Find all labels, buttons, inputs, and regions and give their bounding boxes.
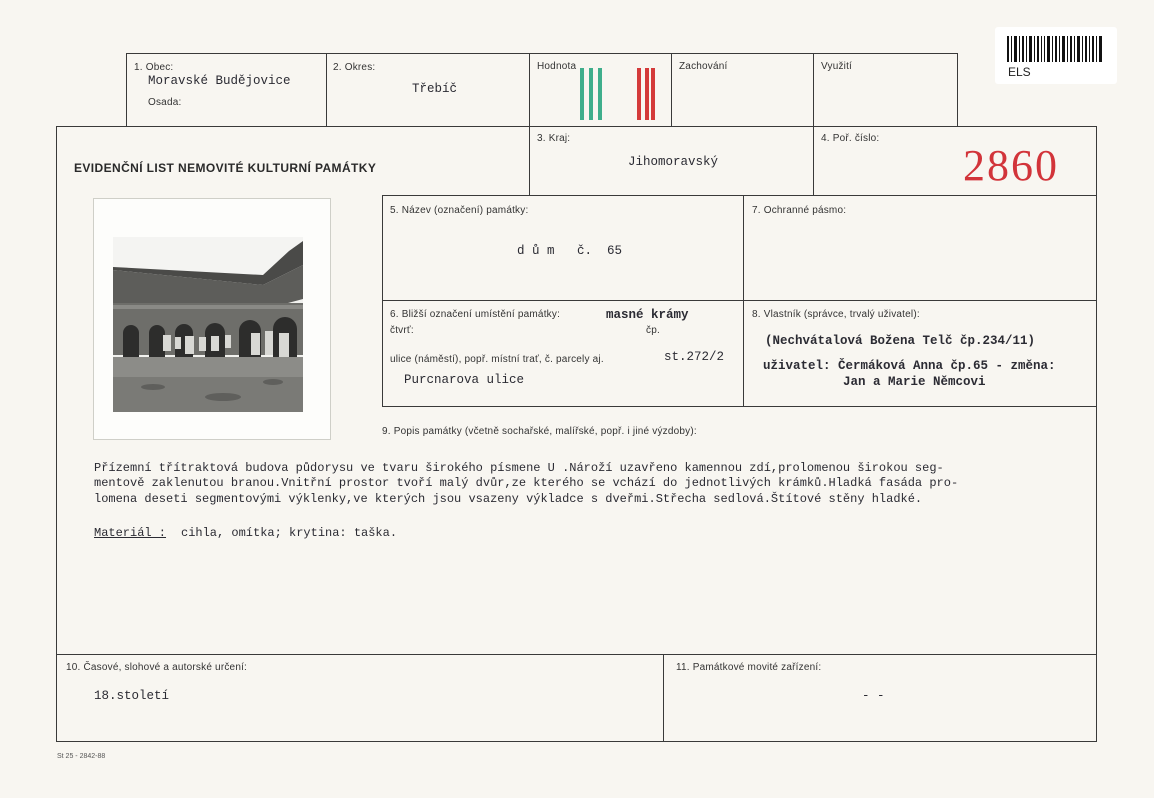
rule bbox=[743, 195, 744, 407]
popis-line: Přízemní třítraktová budova půdorysu ve tvaru širokého písmene U .Nároží uzavřeno kamennou zdí,prolomenou širokou seg- bbox=[94, 461, 944, 475]
okres-value: Třebíč bbox=[412, 82, 458, 96]
popis-line: lomena deseti segmentovými výklenky,ve kterých jsou vsazeny výkladce s dveřmi.Střecha sedlová.Štítové stěny hladké. bbox=[94, 492, 923, 506]
nazev-label: 5. Název (označení) památky: bbox=[390, 205, 529, 216]
rule bbox=[529, 195, 1097, 196]
barcode-sticker bbox=[995, 27, 1117, 84]
rule bbox=[382, 300, 1097, 301]
form-code: St 25 - 2842-88 bbox=[57, 753, 106, 760]
ochranne-label: 7. Ochranné pásmo: bbox=[752, 205, 847, 216]
rule bbox=[126, 53, 127, 126]
building-photo bbox=[113, 237, 303, 412]
poradi-label: 4. Poř. číslo: bbox=[821, 133, 880, 144]
rule bbox=[957, 53, 958, 126]
hodnota-red-mark bbox=[651, 68, 655, 120]
rule bbox=[56, 741, 1097, 742]
obec-value: Moravské Budějovice bbox=[148, 74, 291, 88]
hodnota-red-mark bbox=[645, 68, 649, 120]
poradi-number: 2860 bbox=[963, 141, 1059, 190]
vyuziti-label: Využití bbox=[821, 61, 853, 72]
casove-value: 18.století bbox=[94, 689, 170, 703]
vlastnik-label: 8. Vlastník (správce, trvalý uživatel): bbox=[752, 309, 920, 320]
popis-label: 9. Popis památky (včetně sochařské, malířské, popř. i jiné výzdoby): bbox=[382, 426, 697, 437]
nazev-value: d ů m č. 65 bbox=[517, 244, 623, 258]
okres-label: 2. Okres: bbox=[333, 62, 376, 73]
material-value: cihla, omítka; krytina: taška. bbox=[181, 526, 398, 540]
umisteni-value: masné krámy bbox=[606, 308, 689, 322]
parcela-value: st.272/2 bbox=[664, 350, 725, 364]
kraj-value: Jihomoravský bbox=[628, 155, 719, 169]
obec-label: 1. Obec: bbox=[134, 62, 174, 73]
ulice-label: ulice (náměstí), popř. místní trať, č. parcely aj. bbox=[390, 354, 604, 365]
hodnota-green-mark bbox=[580, 68, 584, 120]
material-label: Materiál : bbox=[94, 526, 167, 540]
rule bbox=[56, 654, 1097, 655]
osada-label: Osada: bbox=[148, 97, 182, 108]
hodnota-red-mark bbox=[637, 68, 641, 120]
hodnota-label: Hodnota bbox=[537, 61, 577, 72]
casove-label: 10. Časové, slohové a autorské určení: bbox=[66, 662, 248, 673]
popis-line: mentově zaklenutou branou.Vnitřní prostor tvoří malý dvůr,ze kterého se vchází do jednotlivých krámků.Hladká fasáda pro- bbox=[94, 476, 959, 490]
rule bbox=[382, 195, 383, 407]
rule bbox=[382, 195, 530, 196]
rule bbox=[326, 53, 327, 126]
vlastnik-line2: uživatel: Čermáková Anna čp.65 - změna: bbox=[763, 359, 1056, 373]
zachovani-label: Zachování bbox=[679, 61, 728, 72]
zarizeni-label: 11. Památkové movité zařízení: bbox=[676, 662, 822, 673]
rule bbox=[1096, 126, 1097, 742]
ulice-value: Purcnarova ulice bbox=[404, 373, 525, 387]
rule bbox=[382, 406, 1097, 407]
hodnota-green-mark bbox=[598, 68, 602, 120]
cp-label: čp. bbox=[646, 325, 660, 336]
document-title: EVIDENČNÍ LIST NEMOVITÉ KULTURNÍ PAMÁTKY bbox=[74, 161, 377, 175]
rule bbox=[813, 53, 814, 195]
rule bbox=[56, 126, 1097, 127]
zarizeni-value: - - bbox=[862, 689, 885, 703]
rule bbox=[126, 53, 958, 54]
hodnota-green-mark bbox=[589, 68, 593, 120]
vlastnik-line3: Jan a Marie Němcovi bbox=[843, 375, 986, 389]
rule bbox=[671, 53, 672, 126]
kraj-label: 3. Kraj: bbox=[537, 133, 571, 144]
rule bbox=[663, 654, 664, 742]
ctvrt-label: čtvrť: bbox=[390, 325, 414, 336]
barcode-code: ELS bbox=[1008, 65, 1031, 79]
rule bbox=[529, 53, 530, 195]
vlastnik-line1: (Nechvátalová Božena Telč čp.234/11) bbox=[765, 334, 1036, 348]
umisteni-label: 6. Bližší označení umístění památky: bbox=[390, 309, 561, 320]
rule bbox=[56, 126, 57, 742]
